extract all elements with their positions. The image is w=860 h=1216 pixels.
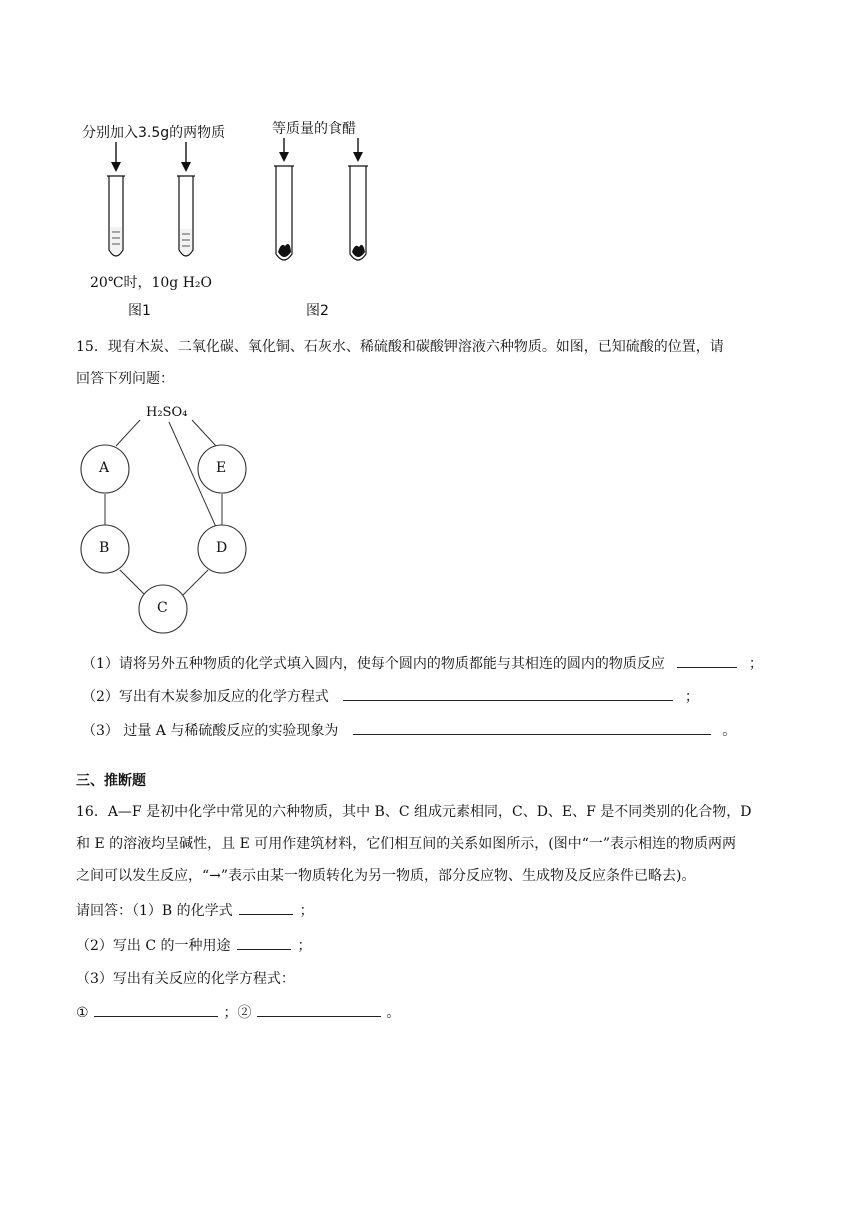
diagram-node-d: D	[216, 540, 228, 556]
q15-sub1	[82, 653, 763, 674]
fig1-top-label: 分别加入3.5g的两物质	[82, 125, 226, 141]
fig2-top-label: 等质量的食醋	[272, 121, 356, 137]
q15-sub3-text: （3） 过量 A 与稀硫酸反应的实验现象为	[82, 723, 339, 739]
q16-sub2-text: （2）写出 C 的一种用途	[76, 938, 231, 954]
q16-line2: 和 E 的溶液均呈碱性，且 E 可用作建筑材料，它们相互间的关系如图所示，(图中“一”表示相连的物质两两	[76, 836, 737, 852]
diagram-top-label: H₂SO₄	[146, 405, 188, 420]
q15-diagram	[76, 400, 256, 640]
q16-line3: 之间可以发生反应，“→”表示由某一物质转化为另一物质，部分反应物、生成物及反应条件已略去)。	[76, 868, 696, 884]
q15-sub2-blank[interactable]	[343, 686, 673, 701]
q15-sub2	[82, 686, 699, 707]
fig1-bottom-label: 20℃时，10g H₂O	[90, 275, 213, 291]
q16-eq1-blank[interactable]	[94, 1002, 218, 1017]
section-3-title: 三、推断题	[76, 773, 146, 789]
q16-sub1	[76, 900, 314, 921]
q15-text-line1: 15．现有木炭、二氧化碳、氧化铜、石灰水、稀硫酸和碳酸钾溶液六种物质。如图，已知硫酸的位置，请	[76, 339, 724, 355]
q15-text-line2: 回答下列问题：	[76, 371, 174, 387]
diagram-node-c: C	[157, 600, 168, 616]
q16-sub3: （3）写出有关反应的化学方程式：	[76, 971, 295, 987]
diagram-node-a: A	[99, 460, 110, 476]
fig2-tubes-illustration	[262, 112, 382, 322]
q15-sub2-text: （2）写出有木炭参加反应的化学方程式	[82, 689, 329, 705]
q16-eq-end: 。	[386, 1005, 401, 1021]
q15-sub2-end: ；	[684, 689, 699, 705]
diagram-node-e: E	[216, 460, 227, 476]
q15-sub3	[82, 720, 736, 741]
q16-sub2	[76, 935, 311, 956]
q16-sub2-blank[interactable]	[237, 935, 291, 950]
diagram-node-b: B	[99, 540, 110, 556]
q15-sub3-blank[interactable]	[353, 720, 711, 735]
q16-line1: 16．A—F 是初中化学中常见的六种物质，其中 B、C 组成元素相同，C、D、E、F 是不同类别的化合物，D	[76, 804, 752, 820]
fig2-caption: 图2	[306, 303, 329, 319]
q15-sub1-end: ；	[748, 656, 763, 672]
q16-sub1-end: ；	[299, 903, 314, 919]
q16-sub1-blank[interactable]	[239, 900, 293, 915]
q15-sub1-blank[interactable]	[677, 653, 737, 668]
figure-2	[262, 112, 382, 322]
q16-sub1-text: 请回答：（1）B 的化学式	[76, 903, 233, 919]
q16-equations	[76, 1002, 400, 1023]
q16-sub2-end: ；	[297, 938, 312, 954]
q16-eq1-mark: ①	[76, 1005, 89, 1021]
fig1-caption: 图1	[128, 303, 151, 319]
q16-eq2-blank[interactable]	[257, 1002, 381, 1017]
figure-1	[76, 112, 246, 322]
q15-sub3-end: 。	[722, 723, 737, 739]
q15-sub1-text: （1）请将另外五种物质的化学式填入圆内，使每个圆内的物质都能与其相连的圆内的物质反应	[82, 656, 665, 672]
q16-eq-separator: ；②	[223, 1005, 252, 1021]
